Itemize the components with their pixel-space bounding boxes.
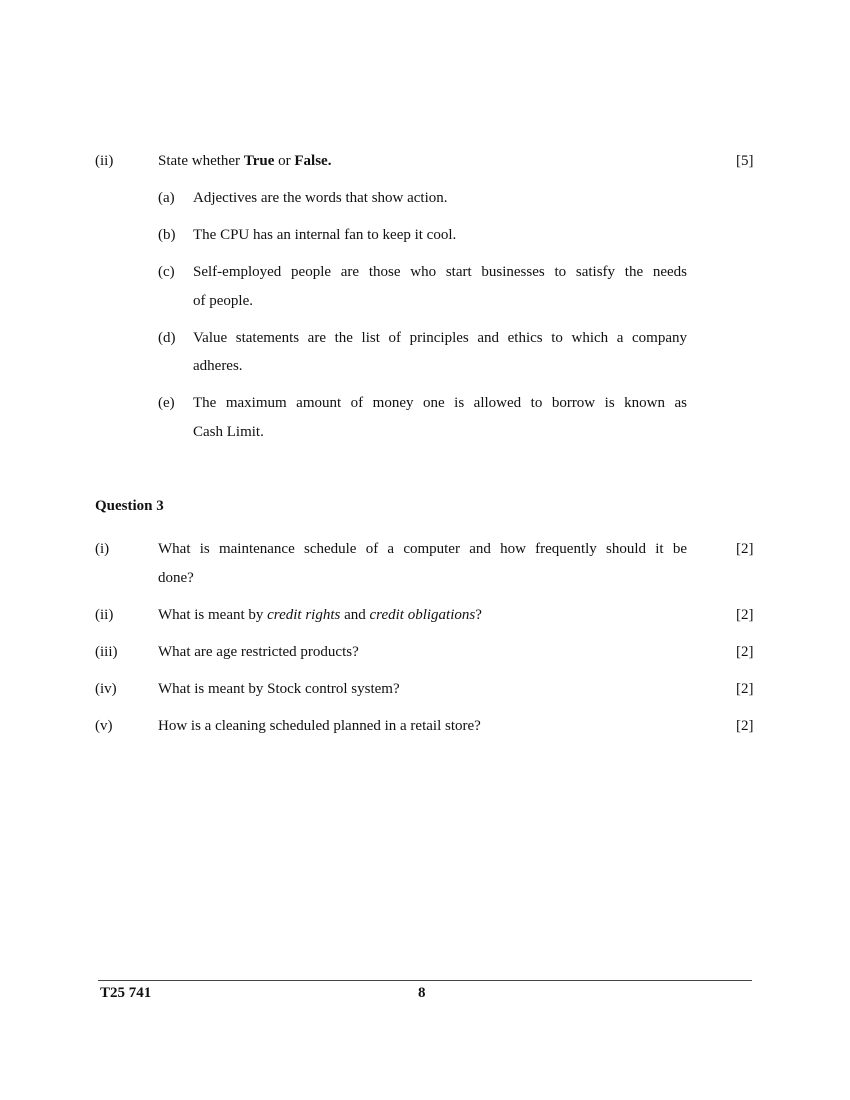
question-text-suffix: ? — [475, 607, 482, 623]
sub-item-text: Value statements are the list of principles and ethics to which a company — [193, 330, 687, 346]
page-number: 8 — [418, 985, 426, 1001]
sub-item-text-continued: adheres. — [193, 358, 243, 374]
question-number: (iii) — [95, 644, 118, 660]
sub-item-text: Adjectives are the words that show action. — [193, 190, 448, 206]
term-credit-obligations: credit obligations — [369, 607, 476, 623]
sub-item-text-continued: Cash Limit. — [193, 424, 264, 440]
question-number: (i) — [95, 541, 110, 557]
question-text: What are age restricted products? — [158, 644, 359, 660]
instruction-prefix: State whether — [158, 153, 244, 169]
question-number: (ii) — [95, 607, 114, 623]
sub-item-label: (e) — [158, 395, 175, 411]
question-text: What is maintenance schedule of a computer and how frequently should it be — [158, 541, 687, 557]
question-text: What is meant by Stock control system? — [158, 681, 400, 697]
paper-code: T25 741 — [100, 985, 152, 1001]
marks: [5] — [736, 153, 754, 169]
sub-item-text: The CPU has an internal fan to keep it cool. — [193, 227, 457, 243]
sub-item-text: The maximum amount of money one is allowed to borrow is known as — [193, 395, 687, 411]
footer-divider — [98, 980, 752, 981]
question-number: (v) — [95, 718, 113, 734]
true-word: True — [243, 153, 275, 169]
term-credit-rights: credit rights — [267, 607, 341, 623]
question-text: How is a cleaning scheduled planned in a retail store? — [158, 718, 481, 734]
sub-item-label: (d) — [158, 330, 176, 346]
marks: [2] — [736, 607, 754, 623]
question-text-prefix: What is meant by — [158, 607, 268, 623]
marks: [2] — [736, 541, 754, 557]
section-heading: Question 3 — [95, 498, 164, 514]
marks: [2] — [736, 644, 754, 660]
marks: [2] — [736, 718, 754, 734]
question-number: (iv) — [95, 681, 117, 697]
question-number: (ii) — [95, 153, 114, 169]
question-instruction — [158, 151, 331, 171]
question-text-continued: done? — [158, 570, 194, 586]
marks: [2] — [736, 681, 754, 697]
or-word: or — [274, 153, 295, 169]
question-text — [158, 605, 482, 625]
sub-item-label: (a) — [158, 190, 175, 206]
sub-item-label: (b) — [158, 227, 176, 243]
question-text-middle: and — [340, 607, 370, 623]
sub-item-text-continued: of people. — [193, 293, 253, 309]
sub-item-text: Self-employed people are those who start businesses to satisfy the needs — [193, 264, 687, 280]
sub-item-label: (c) — [158, 264, 175, 280]
false-word: False. — [294, 153, 332, 169]
